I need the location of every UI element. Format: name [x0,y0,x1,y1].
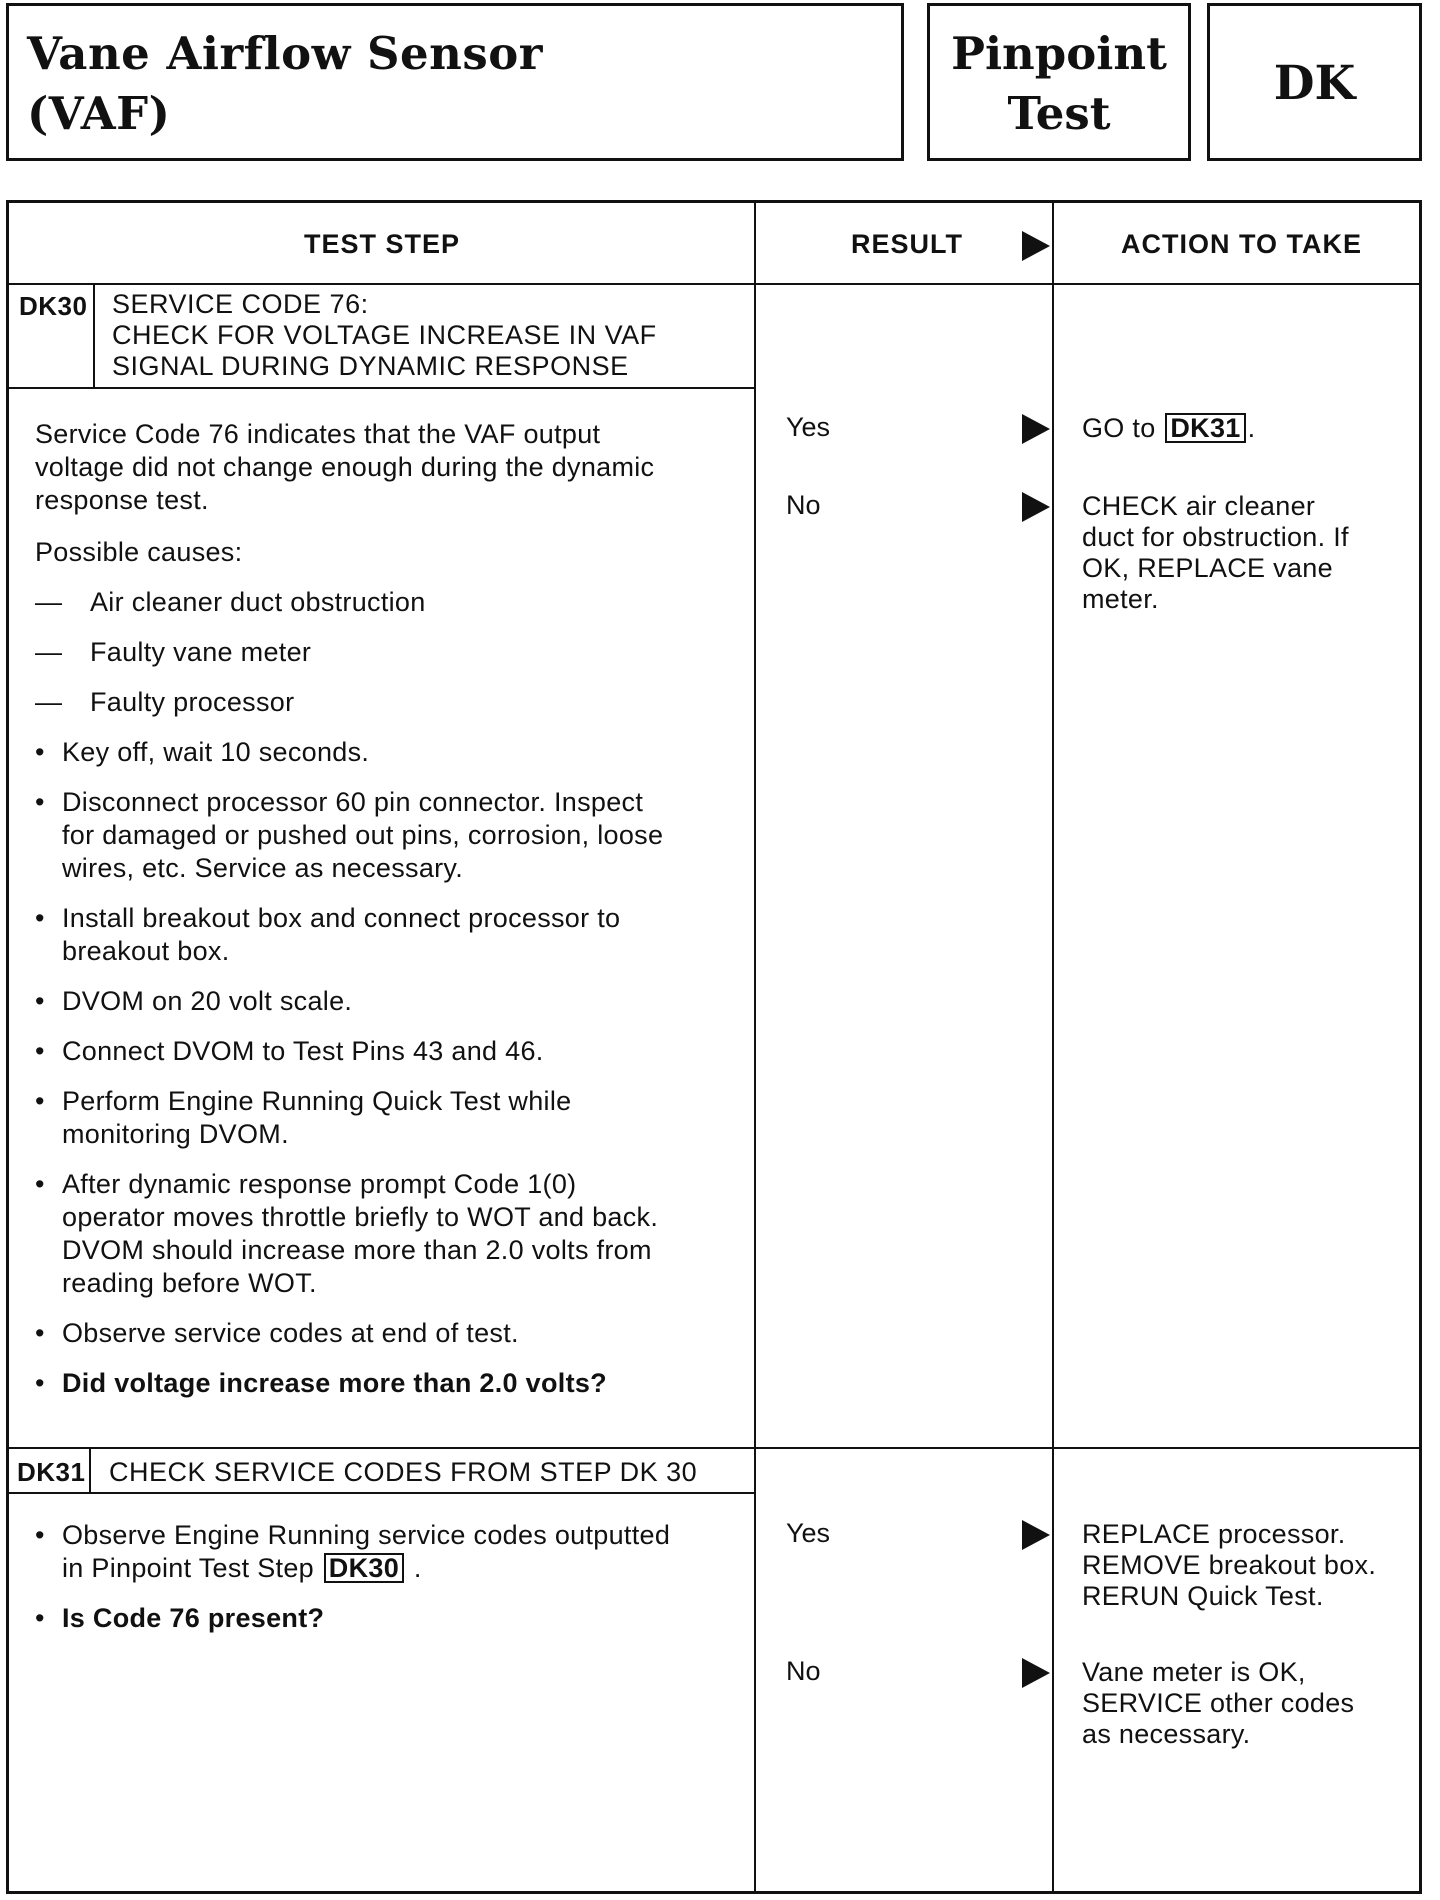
procedure-step [62,1085,571,1151]
procedure-text: . [413,1553,422,1583]
procedure-line [62,1552,670,1585]
question-text: Is Code 76 present? [62,1603,325,1633]
step-id-dk30: DK30 [19,291,88,321]
procedure-line: Install breakout box and connect processor to [62,903,621,933]
procedure-step: Connect DVOM to Test Pins 43 and 46. [62,1036,544,1066]
step-reference-dk30[interactable]: DK30 [324,1553,404,1583]
column-header-action: ACTION TO TAKE [1121,229,1362,259]
dash-icon: — [35,687,62,717]
bullet-icon: • [35,986,45,1016]
bullet-icon: • [35,787,45,817]
bullet-icon: • [35,1318,45,1348]
action-line: as necessary. [1082,1719,1251,1749]
step1-question [62,1367,607,1400]
pinpoint-line-2: Test [1007,87,1111,140]
column-divider-2 [1052,203,1054,1891]
step-title-dk31: CHECK SERVICE CODES FROM STEP DK 30 [109,1457,698,1487]
bullet-icon: • [35,1169,45,1199]
procedure-line: Disconnect processor 60 pin connector. Inspect [62,787,644,817]
header-divider [9,283,1419,285]
action-line: SERVICE other codes [1082,1688,1355,1718]
column-header-test-step: TEST STEP [304,229,461,259]
possible-causes-label: Possible causes: [35,537,243,567]
test-code: DK [1273,56,1356,111]
result-arrow-icon [1022,1658,1050,1688]
bullet-icon: • [35,1603,45,1633]
action-line: CHECK air cleaner [1082,491,1316,521]
action-line: RERUN Quick Test. [1082,1581,1324,1611]
action-text: GO to [1082,413,1156,443]
bullet-icon: • [35,1368,45,1398]
column-divider-1 [754,203,756,1891]
column-header-result: RESULT [851,229,963,259]
procedure-line: monitoring DVOM. [62,1119,289,1149]
title-box [6,3,904,161]
step-id-dk31: DK31 [17,1457,86,1487]
procedure-step [62,1168,658,1300]
procedure-step: Observe service codes at end of test. [62,1318,519,1348]
header-arrow-icon [1022,231,1050,261]
step1-intro [35,418,654,517]
pinpoint-label [930,24,1188,144]
action-line: REMOVE breakout box. [1082,1550,1377,1580]
action-text: . [1247,413,1256,443]
cause-item: Faulty processor [90,687,295,717]
bullet-icon: • [35,1086,45,1116]
result-arrow-icon [1022,414,1050,444]
step-title-line: SIGNAL DURING DYNAMIC RESPONSE [112,351,629,381]
pinpoint-table [6,200,1422,1894]
procedure-line: for damaged or pushed out pins, corrosion, loose [62,820,664,850]
action-line: OK, REPLACE vane [1082,553,1333,583]
action-vane-meter-ok [1082,1657,1354,1750]
action-line: Vane meter is OK, [1082,1657,1306,1687]
action-line: duct for obstruction. If [1082,522,1349,552]
bullet-icon: • [35,1520,45,1550]
title-line-2: (VAF) [27,87,171,140]
step-title-dk30 [112,289,657,382]
action-check-air-cleaner [1082,491,1349,615]
intro-line: response test. [35,485,209,515]
procedure-text: in Pinpoint Test Step [62,1553,314,1583]
step-id-divider [93,283,95,388]
result-arrow-icon [1022,492,1050,522]
cause-item: Faulty vane meter [90,637,312,667]
action-line: REPLACE processor. [1082,1519,1346,1549]
bullet-icon: • [35,737,45,767]
test-code-box [1207,3,1422,161]
step-title-underline [9,1492,754,1494]
cause-item: Air cleaner duct obstruction [90,587,426,617]
bullet-icon: • [35,1036,45,1066]
step-title-line: SERVICE CODE 76: [112,289,369,319]
result-yes: Yes [786,1518,831,1548]
procedure-step: DVOM on 20 volt scale. [62,986,353,1016]
procedure-line: breakout box. [62,936,230,966]
step-title-underline [9,387,754,389]
procedure-step [62,1519,670,1585]
step-title-line: CHECK FOR VOLTAGE INCREASE IN VAF [112,320,657,350]
procedure-line: After dynamic response prompt Code 1(0) [62,1169,577,1199]
procedure-line: DVOM should increase more than 2.0 volts from [62,1235,652,1265]
action-line: meter. [1082,584,1159,614]
result-no: No [786,490,821,520]
procedure-line: operator moves throttle briefly to WOT and back. [62,1202,659,1232]
bullet-icon: • [35,903,45,933]
intro-line: voltage did not change enough during the dynamic [35,452,655,482]
procedure-line: Perform Engine Running Quick Test while [62,1086,572,1116]
procedure-line: reading before WOT. [62,1268,317,1298]
dash-icon: — [35,637,62,667]
result-yes: Yes [786,412,831,442]
step-reference-dk31[interactable]: DK31 [1165,413,1245,443]
step-id-divider [89,1447,91,1493]
question-text: Did voltage increase more than 2.0 volts? [62,1368,607,1398]
page-title [27,24,543,144]
dash-icon: — [35,587,62,617]
pinpoint-line-1: Pinpoint [951,27,1167,80]
procedure-line: Observe Engine Running service codes outputted [62,1520,671,1550]
step2-question [62,1602,324,1635]
procedure-step [62,902,620,968]
result-no: No [786,1656,821,1686]
step-divider [9,1447,1419,1449]
action-replace-processor [1082,1519,1376,1612]
procedure-step [62,786,663,885]
procedure-line: wires, etc. Service as necessary. [62,853,464,883]
title-line-1: Vane Airflow Sensor [27,27,543,80]
pinpoint-test-box [927,3,1191,161]
result-arrow-icon [1022,1520,1050,1550]
procedure-step: Key off, wait 10 seconds. [62,737,370,767]
intro-line: Service Code 76 indicates that the VAF output [35,419,601,449]
action-goto-dk31 [1082,413,1255,444]
